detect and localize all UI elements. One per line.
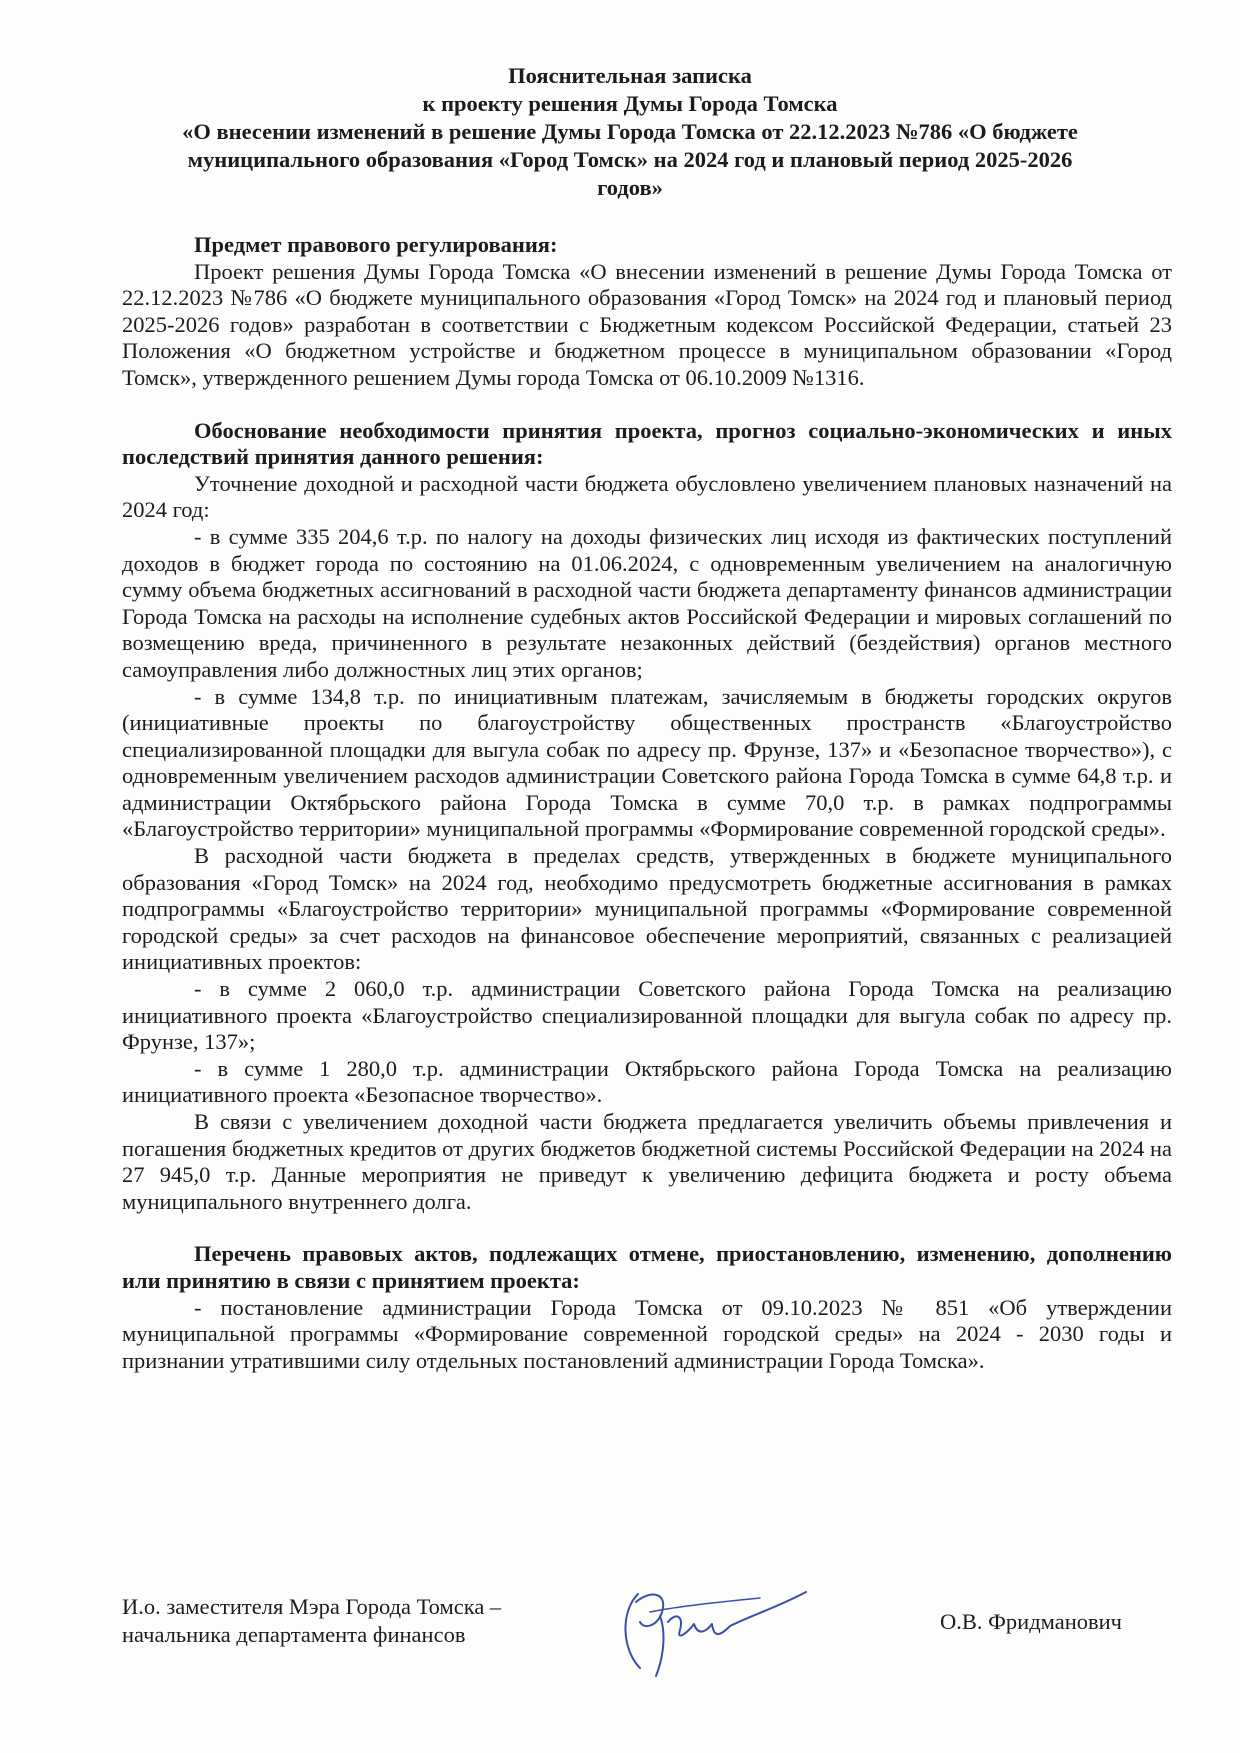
document-body xyxy=(122,232,1172,1374)
handwritten-signature xyxy=(610,1572,810,1682)
section2-paragraph: - в сумме 335 204,6 т.р. по налогу на доходы физических лиц исходя из фактических поступлений доходов в бюджет города по состоянию на 01.06.2024, с одновременным увеличением на аналогичную сумму объема бюджетных ассигнований в расходной части бюджета департаменту финансов администрации Города Томска на расходы на исполнение судебных актов Российской Федерации и мировых соглашений по возмещению вреда, причиненного в результате незаконных действий (бездействия) органов местного самоуправления либо должностных лиц этих органов; xyxy=(122,523,1172,682)
section2-paragraph: - в сумме 2 060,0 т.р. администрации Советского района Города Томска на реализацию инициативного проекта «Благоустройство специализированной площадки для выгула собак по адресу пр. Фрунзе, 137»; xyxy=(122,976,1172,1055)
section3-paragraph: - постановление администрации Города Томска от 09.10.2023 № 851 «Об утверждении муниципальной программы «Формирование современной городской среды» на 2024 - 2030 годы и признании утратившими силу отдельных постановлений администрации Города Томска». xyxy=(122,1294,1172,1373)
title-line-2: к проекту решения Думы Города Томска xyxy=(422,91,838,116)
section2-paragraph: В расходной части бюджета в пределах средств, утвержденных в бюджете муниципального образования «Город Томск» на 2024 год, необходимо предусмотреть бюджетные ассигнования в рамках подпрограммы «Благоустройство территории» муниципальной программы «Формирование современной городской среды» за счет расходов на финансовое обеспечение мероприятий, связанных с реализацией инициативных проектов: xyxy=(122,843,1172,975)
document-title xyxy=(130,62,1130,202)
signer-position xyxy=(122,1593,501,1649)
title-line-4: муниципального образования «Город Томск» на 2024 год и плановый период 2025-2026 xyxy=(187,147,1073,172)
section2-paragraph: - в сумме 1 280,0 т.р. администрации Октябрьского района Города Томска на реализацию инициативного проекта «Безопасное творчество». xyxy=(122,1055,1172,1108)
section2-paragraph: Уточнение доходной и расходной части бюджета обусловлено увеличением плановых назначений на 2024 год: xyxy=(122,470,1172,523)
section2-paragraph: - в сумме 134,8 т.р. по инициативным платежам, зачисляемым в бюджеты городских округов (инициативные проекты по благоустройству общественных пространств «Благоустройство специализированной площадки для выгула собак по адресу пр. Фрунзе, 137» и «Безопасное творчество»), с одновременным увеличением расходов администрации Советского района Города Томска в сумме 64,8 т.р. и администрации Октябрьского района Города Томска в сумме 70,0 т.р. в рамках подпрограммы «Благоустройство территории» муниципальной программы «Формирование современной городской среды». xyxy=(122,683,1172,842)
section1-text: Проект решения Думы Города Томска «О внесении изменений в решение Думы Города Томска от 22.12.2023 №786 «О бюджете муниципального образования «Город Томск» на 2024 год и плановый период 2025-2026 годов» разработан в соответствии с Бюджетным кодексом Российской Федерации, статьей 23 Положения «О бюджетном устройстве и бюджетном процессе в муниципальном образовании «Город Томск», утвержденного решением Думы города Томска от 06.10.2009 №1316. xyxy=(122,258,1172,390)
signer-position-line-1: И.о. заместителя Мэра Города Томска – xyxy=(122,1594,502,1619)
section3-heading: Перечень правовых актов, подлежащих отмене, приостановлению, изменению, дополнению или принятию в связи с принятием проекта: xyxy=(122,1241,1172,1293)
title-line-3: «О внесении изменений в решение Думы Города Томска от 22.12.2023 №786 «О бюджете xyxy=(182,119,1078,144)
title-line-1: Пояснительная записка xyxy=(508,63,752,88)
signer-name: О.В. Фридманович xyxy=(940,1609,1122,1634)
section2-paragraph: В связи с увеличением доходной части бюджета предлагается увеличить объемы привлечения и погашения бюджетных кредитов от других бюджетов бюджетной системы Российской Федерации на 2024 на 27 945,0 т.р. Данные мероприятия не приведут к увеличению дефицита бюджета и росту объема муниципального внутреннего долга. xyxy=(122,1109,1172,1214)
section2-heading: Обоснование необходимости принятия проекта, прогноз социально-экономических и иных последствий принятия данного решения: xyxy=(122,417,1172,470)
section1-heading: Предмет правового регулирования: xyxy=(194,232,558,257)
signer-position-line-2: начальника департамента финансов xyxy=(122,1622,466,1647)
title-line-5: годов» xyxy=(597,175,663,200)
